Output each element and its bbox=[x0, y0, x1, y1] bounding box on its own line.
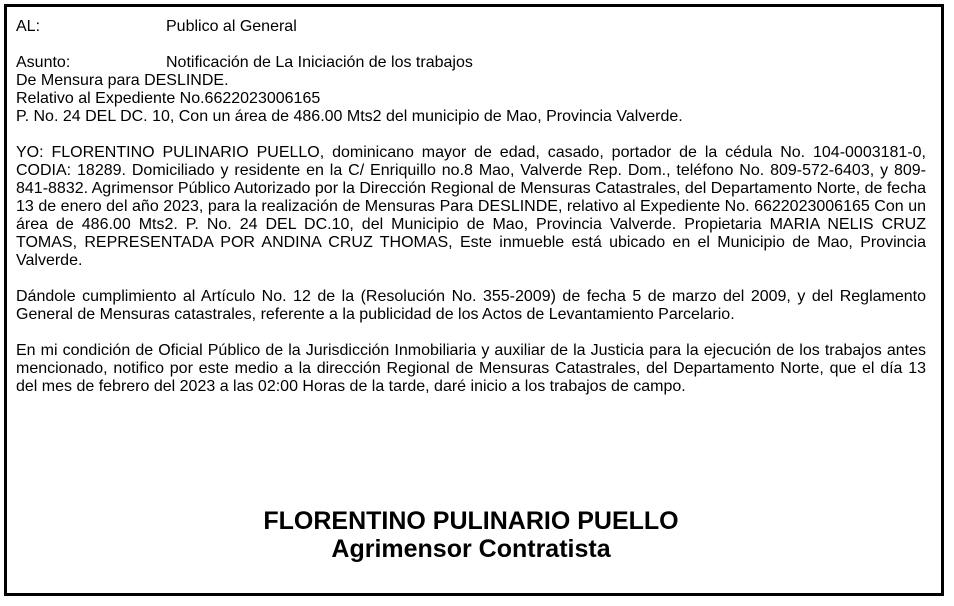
subject-value: Notificación de La Iniciación de los trabajos bbox=[166, 54, 473, 71]
notice-body bbox=[16, 18, 926, 396]
subject-line-4: P. No. 24 DEL DC. 10, Con un área de 486.00 Mts2 del municipio de Mao, Provincia Valverde. bbox=[16, 108, 683, 125]
subject-line-2: De Mensura para DESLINDE. bbox=[16, 72, 229, 89]
signature-block bbox=[16, 507, 926, 563]
recipient-label: AL: bbox=[16, 18, 41, 35]
recipient-row bbox=[16, 18, 926, 36]
recipient-value: Publico al General bbox=[166, 18, 297, 35]
subject-row bbox=[16, 54, 926, 72]
signature-title: Agrimensor Contratista bbox=[331, 535, 611, 563]
subject-label: Asunto: bbox=[16, 54, 71, 71]
signature-name: FLORENTINO PULINARIO PUELLO bbox=[263, 507, 679, 535]
paragraph-declarant: YO: FLORENTINO PULINARIO PUELLO, dominicano mayor de edad, casado, portador de la cédula No. 104-0003181-0, CODIA: 18289. Domiciliado y residente en la C/ Enriquillo no.8 Mao, Valverde Rep. Dom., teléfono No. 809-572-6403, y 809-841-8832. Agrimensor Público Autorizado por la Dirección Regional de Mensuras Catastrales, del Departamento Norte, de fecha 13 de enero del año 2023, para la realización de Mensuras Para DESLINDE, relativo al Expediente No. 6622023006165 Con un área de 486.00 Mts2. P. No. 24 DEL DC.10, del Municipio de Mao, Provincia Valverde. Propietaria MARIA NELIS CRUZ TOMAS, REPRESENTADA POR ANDINA CRUZ THOMAS, Este inmueble está ubicado en el Municipio de Mao, Provincia Valverde. bbox=[16, 144, 926, 269]
subject-line-3: Relativo al Expediente No.6622023006165 bbox=[16, 90, 321, 107]
paragraph-legal-basis: Dándole cumplimiento al Artículo No. 12 de la (Resolución No. 355-2009) de fecha 5 de marzo del 2009, y del Reglamento General de Mensuras catastrales, referente a la publicidad de los Actos de Levantamiento Parcelario. bbox=[16, 288, 926, 323]
paragraph-notification: En mi condición de Oficial Público de la Jurisdicción Inmobiliaria y auxiliar de la Justicia para la ejecución de los trabajos antes mencionado, notifico por este medio a la dirección Regional de Mensuras Catastrales, del Departamento Norte, que el día 13 del mes de febrero del 2023 a las 02:00 Horas de la tarde, daré inicio a los trabajos de campo. bbox=[16, 342, 926, 395]
